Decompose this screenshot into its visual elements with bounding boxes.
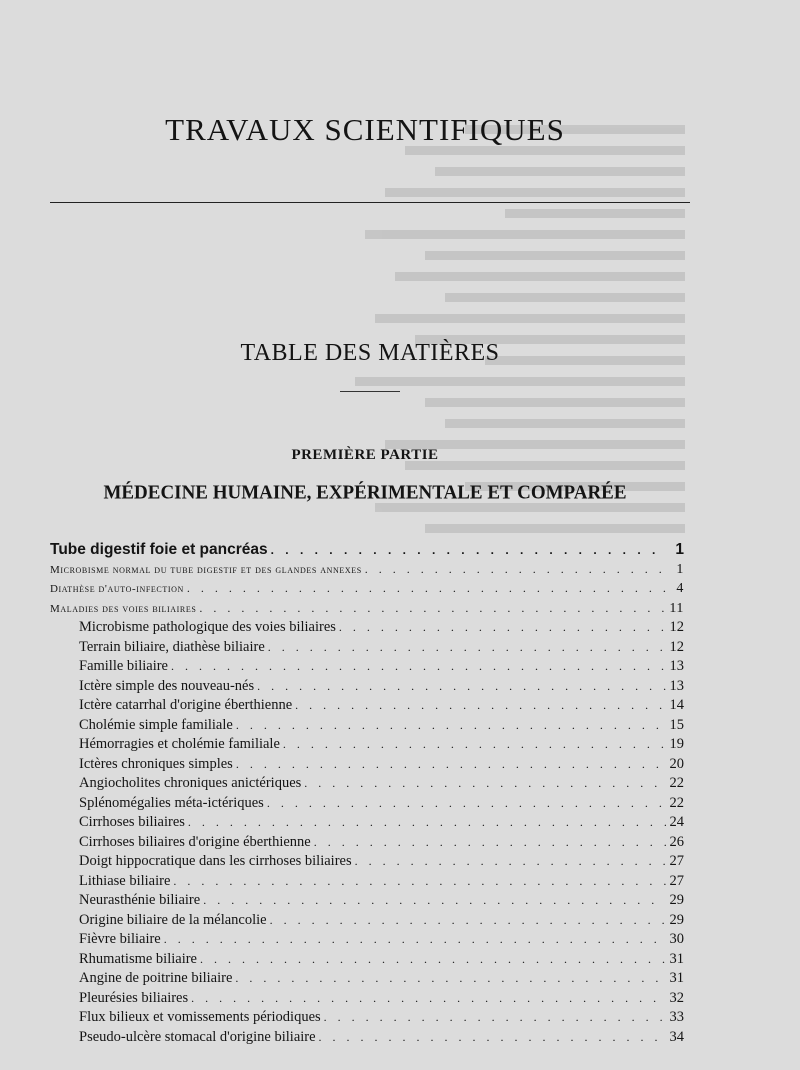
toc-entry: [50, 677, 684, 697]
toc-entry-label: Cirrhoses biliaires d'origine éberthienne: [79, 833, 311, 850]
toc-entry-page: 33: [669, 1009, 684, 1025]
toc-leader-dots: [268, 638, 666, 658]
toc-entry: [50, 735, 684, 755]
toc-entry-label: Fièvre biliaire: [79, 931, 161, 947]
toc-entry-label: Maladies des voies biliaires: [50, 602, 197, 615]
toc-entry: [50, 1008, 684, 1028]
toc-entry-label: Pseudo-ulcère stomacal d'origine biliaire: [79, 1028, 316, 1045]
toc-entry: [50, 969, 684, 989]
toc-entry-page: 1: [676, 561, 684, 577]
bleed-line: [425, 524, 685, 533]
toc-entry: [50, 1028, 684, 1048]
toc-entry: [50, 618, 684, 638]
toc-entry-label: Rhumatisme biliaire: [79, 950, 197, 967]
toc-leader-dots: [235, 969, 665, 989]
toc-entry-page: 31: [669, 970, 684, 986]
section-title: TABLE DES MATIÈRES: [240, 340, 500, 366]
toc-entry-label: Pleurésies biliaires: [79, 989, 189, 1006]
toc-leader-dots: [203, 891, 665, 911]
bleed-line: [505, 209, 685, 218]
toc-entry-label: Angine de poitrine biliaire: [79, 970, 233, 986]
toc-leader-dots: [355, 852, 666, 872]
bleed-line: [445, 293, 685, 302]
toc-leader-dots: [314, 833, 666, 853]
toc-entry-page: 11: [669, 600, 684, 616]
toc-entry: [50, 930, 684, 950]
toc-entry: [50, 774, 684, 794]
toc-entry-page: 27: [669, 872, 684, 889]
toc-leader-dots: [319, 1028, 666, 1048]
bleed-line: [445, 419, 685, 428]
toc-entry-label: Neurasthénie biliaire: [79, 892, 201, 908]
toc-entry: [50, 540, 684, 560]
part-title: PREMIÈRE PARTIE: [291, 447, 439, 463]
toc-entry-page: 12: [669, 619, 684, 635]
toc-leader-dots: [171, 657, 666, 677]
toc-entry: [50, 696, 684, 716]
toc-entry: [50, 891, 684, 911]
bleed-line: [425, 398, 685, 407]
toc-entry-page: 22: [669, 794, 684, 811]
toc-entry-label: Famille biliaire: [79, 658, 168, 674]
table-of-contents: [50, 540, 684, 1047]
bleed-line: [385, 188, 685, 197]
toc-entry-page: 31: [669, 950, 684, 967]
toc-entry-label: Ictères chroniques simples: [79, 755, 233, 772]
toc-entry-page: 15: [669, 716, 684, 733]
bleed-line: [375, 314, 685, 323]
toc-entry-page: 24: [669, 814, 684, 830]
toc-entry: [50, 833, 684, 853]
toc-entry-page: 1: [675, 541, 684, 558]
toc-entry: [50, 560, 684, 580]
toc-entry-page: 29: [669, 892, 684, 908]
title-rule: [50, 202, 690, 203]
toc-leader-dots: [304, 774, 665, 794]
toc-leader-dots: [187, 579, 666, 599]
toc-entry: [50, 794, 684, 814]
toc-entry: [50, 599, 684, 619]
toc-entry: [50, 813, 684, 833]
toc-entry-label: Splénomégalies méta-ictériques: [79, 794, 264, 811]
toc-entry-label: Diathèse d'auto-infection: [50, 583, 184, 595]
toc-entry-label: Microbisme normal du tube digestif et des glandes annexes: [50, 563, 362, 576]
toc-leader-dots: [295, 696, 665, 716]
part-subtitle: MÉDECINE HUMAINE, EXPÉRIMENTALE ET COMPARÉE: [103, 481, 627, 504]
toc-leader-dots: [200, 950, 666, 970]
toc-entry: [50, 657, 684, 677]
toc-entry-page: 34: [669, 1028, 684, 1045]
toc-entry-page: 22: [669, 775, 684, 791]
bleed-line: [355, 377, 685, 386]
toc-leader-dots: [173, 872, 665, 892]
toc-entry-label: Cholémie simple familiale: [79, 716, 233, 733]
toc-entry: [50, 950, 684, 970]
toc-entry-label: Microbisme pathologique des voies biliaires: [79, 619, 336, 635]
toc-leader-dots: [191, 989, 665, 1009]
toc-entry-page: 20: [669, 755, 684, 772]
toc-entry-page: 26: [669, 833, 684, 850]
toc-entry-page: 27: [669, 853, 684, 869]
toc-leader-dots: [236, 755, 666, 775]
toc-entry: [50, 755, 684, 775]
toc-entry-page: 4: [676, 581, 684, 596]
toc-entry-label: Tube digestif foie et pancréas: [50, 541, 268, 558]
toc-leader-dots: [324, 1008, 666, 1028]
toc-entry-label: Origine biliaire de la mélancolie: [79, 911, 267, 928]
toc-entry-label: Terrain biliaire, diathèse biliaire: [79, 638, 265, 655]
toc-entry-page: 12: [669, 638, 684, 655]
toc-leader-dots: [283, 735, 666, 755]
toc-entry-label: Flux bilieux et vomissements périodiques: [79, 1009, 321, 1025]
bleed-line: [395, 272, 685, 281]
toc-entry: [50, 911, 684, 931]
toc-entry: [50, 579, 684, 599]
toc-entry-label: Doigt hippocratique dans les cirrhoses biliaires: [79, 853, 352, 869]
toc-leader-dots: [188, 813, 666, 833]
toc-entry-page: 13: [669, 658, 684, 674]
toc-leader-dots: [164, 930, 666, 950]
toc-entry-page: 13: [669, 677, 684, 694]
toc-entry: [50, 852, 684, 872]
bleed-line: [435, 167, 685, 176]
toc-leader-dots: [199, 599, 665, 619]
toc-entry: [50, 989, 684, 1009]
section-rule: [340, 391, 400, 392]
toc-entry: [50, 872, 684, 892]
toc-entry-label: Cirrhoses biliaires: [79, 814, 185, 830]
toc-entry-page: 30: [669, 931, 684, 947]
toc-entry-page: 14: [669, 697, 684, 713]
toc-leader-dots: [365, 560, 666, 580]
toc-leader-dots: [271, 541, 666, 560]
bleed-line: [425, 251, 685, 260]
bleed-line: [365, 230, 685, 239]
toc-leader-dots: [257, 677, 665, 697]
toc-entry-label: Ictère catarrhal d'origine éberthienne: [79, 697, 293, 713]
toc-entry: [50, 638, 684, 658]
toc-entry-page: 32: [669, 989, 684, 1006]
main-title: TRAVAUX SCIENTIFIQUES: [165, 112, 565, 147]
toc-entry-page: 29: [669, 911, 684, 928]
toc-leader-dots: [236, 716, 666, 736]
toc-entry-label: Ictère simple des nouveau-nés: [79, 677, 255, 694]
toc-leader-dots: [339, 618, 666, 638]
toc-leader-dots: [270, 911, 666, 931]
toc-entry-label: Hémorragies et cholémie familiale: [79, 736, 280, 752]
toc-leader-dots: [267, 794, 666, 814]
toc-entry: [50, 716, 684, 736]
toc-entry-page: 19: [669, 736, 684, 752]
toc-entry-label: Lithiase biliaire: [79, 872, 171, 889]
toc-entry-label: Angiocholites chroniques anictériques: [79, 775, 302, 791]
